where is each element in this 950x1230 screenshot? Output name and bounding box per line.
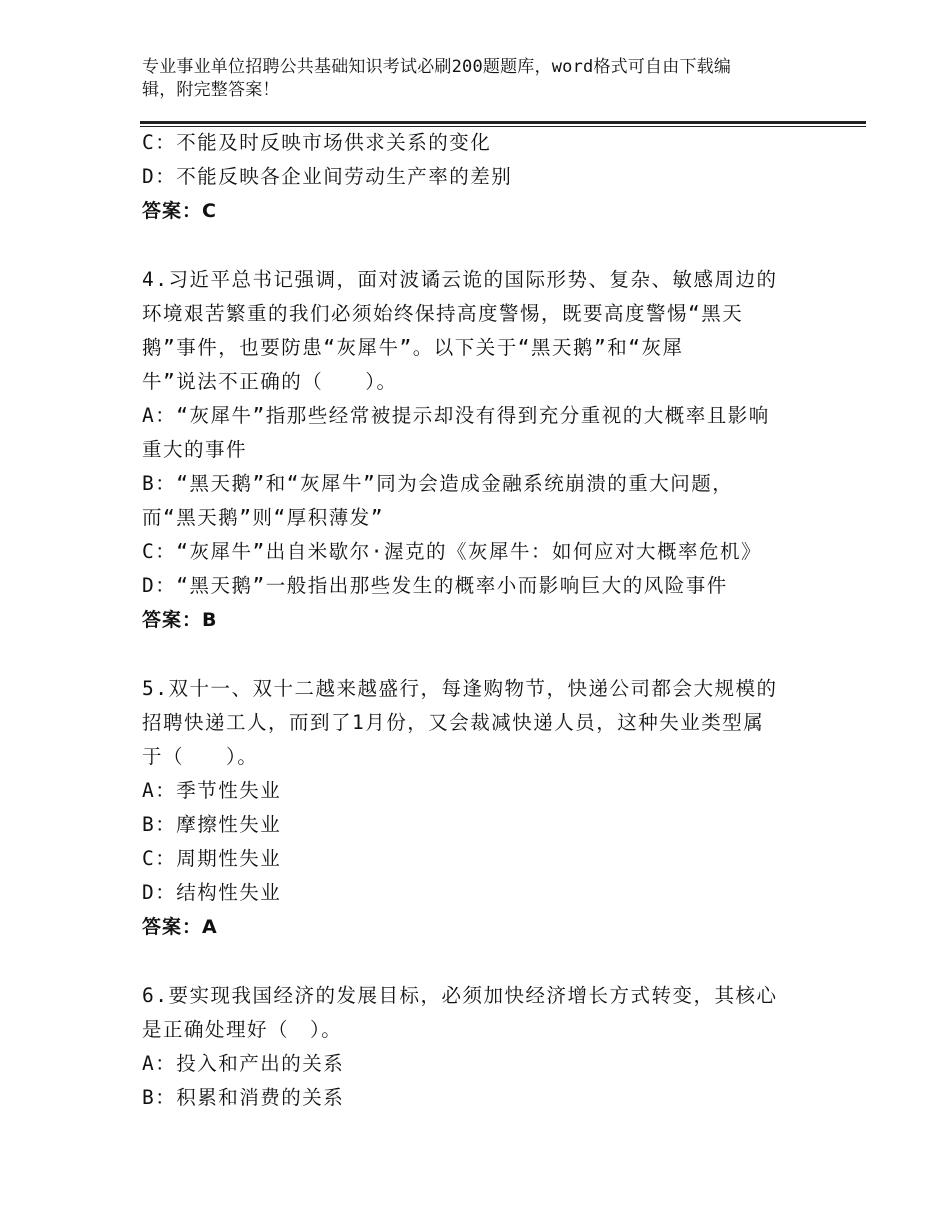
page-header	[142, 56, 792, 102]
spacer	[142, 637, 832, 672]
question-4	[142, 263, 832, 637]
q5-option-c: C：周期性失业	[142, 847, 282, 870]
q4-option-c: C：“灰犀牛”出自米歇尔·渥克的《灰犀牛：如何应对大概率危机》	[142, 540, 762, 563]
q3-option-c: C：不能及时反映市场供求关系的变化	[142, 131, 492, 154]
q6-option-b: B：积累和消费的关系	[142, 1086, 345, 1109]
question-3-tail	[142, 126, 832, 228]
header-line-2: 辑，附完整答案！	[142, 80, 280, 100]
q4-option-a: A：“灰犀牛”指那些经常被提示却没有得到充分重视的大概率且影响	[142, 404, 770, 427]
q4-stem-line: 牛”说法不正确的（ ）。	[142, 370, 398, 393]
q4-option-b: B：“黑天鹅”和“灰犀牛”同为会造成金融系统崩溃的重大问题，	[142, 472, 734, 495]
q5-option-d: D：结构性失业	[142, 881, 282, 904]
q5-stem-line: 招聘快递工人，而到了1月份，又会裁减快递人员，这种失业类型属	[142, 711, 765, 734]
q6-stem-line: 是正确处理好（ ）。	[142, 1018, 343, 1041]
q3-option-d: D：不能反映各企业间劳动生产率的差别	[142, 165, 513, 188]
q4-stem-line: 环境艰苦繁重的我们必须始终保持高度警惕，既要高度警惕“黑天	[142, 302, 744, 325]
question-list	[142, 126, 832, 1115]
q5-option-a: A：季节性失业	[142, 779, 282, 802]
header-line-1: 专业事业单位招聘公共基础知识考试必刷200题题库，word格式可自由下载编	[142, 57, 732, 77]
q4-option-b-cont: 而“黑天鹅”则“厚积薄发”	[142, 506, 384, 529]
q5-stem-line: 于（ ）。	[142, 745, 259, 768]
q4-option-d: D：“黑天鹅”一般指出那些发生的概率小而影响巨大的风险事件	[142, 574, 728, 597]
spacer	[142, 228, 832, 263]
q5-answer: 答案：A	[142, 916, 218, 938]
q4-stem-line: 4.习近平总书记强调，面对波谲云诡的国际形势、复杂、敏感周边的	[142, 268, 778, 291]
q4-option-a-cont: 重大的事件	[142, 438, 248, 461]
q4-stem-line: 鹅”事件，也要防患“灰犀牛”。以下关于“黑天鹅”和“灰犀	[142, 336, 684, 359]
spacer	[142, 944, 832, 979]
q3-answer: 答案：C	[142, 200, 217, 222]
q4-answer: 答案：B	[142, 609, 218, 631]
question-5	[142, 672, 832, 944]
question-6	[142, 979, 832, 1115]
q5-stem-line: 5.双十一、双十二越来越盛行，每逢购物节，快递公司都会大规模的	[142, 677, 778, 700]
header-rule-thick	[140, 121, 866, 124]
q5-option-b: B：摩擦性失业	[142, 813, 282, 836]
q6-option-a: A：投入和产出的关系	[142, 1052, 345, 1075]
q6-stem-line: 6.要实现我国经济的发展目标，必须加快经济增长方式转变，其核心	[142, 984, 778, 1007]
